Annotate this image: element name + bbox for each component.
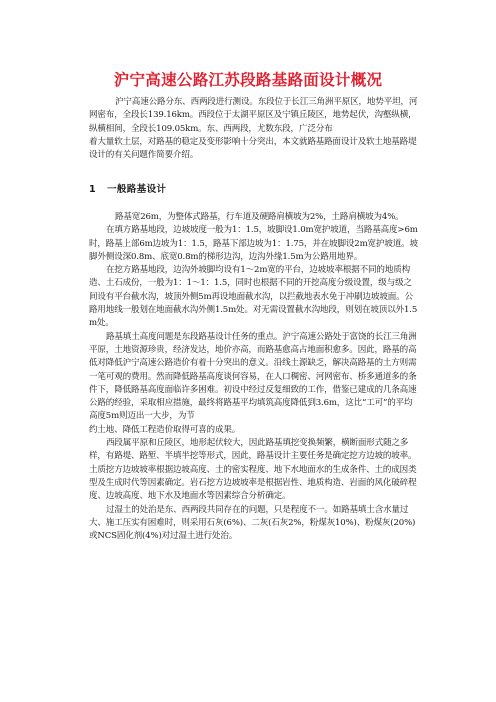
paragraph: 在填方路基地段，边坡坡度一般为1：1.5，坡脚设1.0m宽护坡道，当路基高度>6m时，路基上部6m边坡为1：1.5，路基下部边坡为1：1.75，并在坡脚设2m宽护坡道。坡脚外侧设深0.8m、底宽0.8m的梯形边沟，边沟外缘1.5m为公路用地界。 <box>89 225 418 262</box>
document-title: 沪宁高速公路江苏段路基路面设计概况 <box>113 71 383 89</box>
paragraph-continued: 约土地、降低工程造价取得可喜的成果。 <box>89 424 241 435</box>
section-title: 一般路基设计 <box>107 184 167 195</box>
paragraph: 路基宽26m，为整体式路基，行车道及硬路肩横坡为2%，土路肩横坡为4%。 <box>115 212 404 222</box>
section-number: 1 <box>89 184 96 195</box>
intro-paragraph-continued: 着大量软土层，对路基的稳定及变形影响十分突出，本文就路基路面设计及软土地基路堤设计的有关问题作简要介绍。 <box>89 136 417 161</box>
section-heading <box>89 181 166 195</box>
section-body <box>89 211 419 543</box>
paragraph: 过湿土的处治是东、西两段共同存在的问题，只是程度不一。如路基填土含水量过大、施工压实有困难时，则采用石灰(6%)、二灰(石灰2%，粉煤灰10%)、粉煤灰(20%)或NCS固化剂(4%)对过湿土进行处治。 <box>89 504 416 542</box>
paragraph: 在挖方路基地段，边沟外坡脚均设有1～2m宽的平台，边坡坡率根据不同的地质构造、土石成份，一般为1：1～1：1.5，同时也根据不同的开挖高度分级设置，级与级之间设有平台截水沟，坡顶外侧5m再设地面截水沟，以拦截地表水免于冲刷边坡坡面。公路用地线一般划在地面截水沟外侧1.5m处。对无需设置截水沟地段，则划在坡顶以外1.5m处。 <box>89 265 418 329</box>
paragraph: 路基填土高度问题是东段路基设计任务的重点。沪宁高速公路处于富饶的长江三角洲平原，土地资源珍贵，经济发达，地价亦高，而路基愈高占地面积愈多。因此，路基的高低对降低沪宁高速公路造价有着十分突出的意义。沿线土源缺乏，解决高路基的土方则需一笔可观的费用。然而降低路基高度谈何容易，在人口稠密、河网密布、桥多通道多的条件下，降低路基高度面临许多困难。初设中经过反复细致的工作，借鉴已建成的几条高速公路的经验，采取相应措施，最终将路基平均填筑高度降低到3.6m，这比“工可”的平均高度5m则迈出一大步，为节 <box>89 331 417 422</box>
intro-paragraph: 沪宁高速公路分东、西两段进行测设。东段位于长江三角洲平原区，地势平坦，河网密布，全段长139.16km。西段位于太湖平原区及宁镇丘陵区，地势起伏，沟壑纵横，纵横相间，全段长109.05km。东、西两段，尤数东段，广泛分布 <box>89 97 418 134</box>
paragraph: 西段属平原和丘陵区，地形起伏较大，因此路基填挖变换频繁，横断面形式随之多样，有路堤、路堑、半填半挖等形式，因此，路基设计主要任务是确定挖方边坡的坡率。土质挖方边坡坡率根据边坡高度、土的密实程度、地下水地面水的生成条件、土的成因类型及生成时代等因素确定。岩石挖方边坡坡率是根据岩性、地质构造、岩面的风化破碎程度、边坡高度、地下水及地面水等因素综合分析确定。 <box>89 438 417 502</box>
intro-block <box>89 96 419 162</box>
